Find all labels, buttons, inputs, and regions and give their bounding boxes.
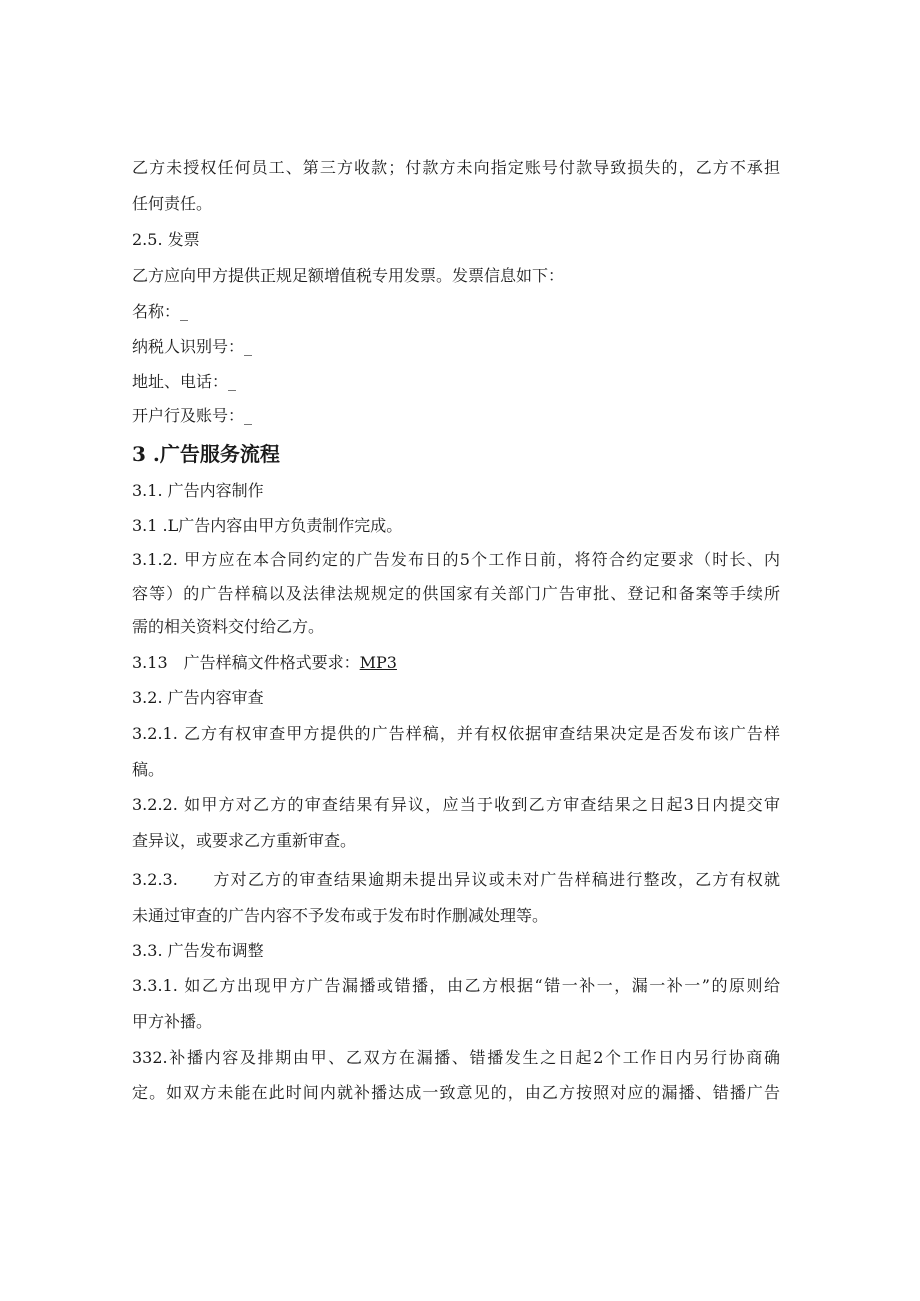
- invoice-field-address-phone: 地址、电话：_: [132, 372, 237, 391]
- paragraph-line: 3.1 .L广告内容由甲方负责制作完成。: [132, 516, 403, 535]
- paragraph-line: 稿。: [132, 760, 165, 779]
- paragraph-line: 乙方应向甲方提供正规足额增值税专用发票。发票信息如下：: [132, 266, 565, 285]
- paragraph-line: 任何责任。: [132, 194, 213, 213]
- file-format-value: MP3: [359, 653, 397, 672]
- section-heading: 3.3. 广告发布调整: [132, 941, 264, 960]
- paragraph-line: [132, 653, 397, 673]
- section-heading: 3.2. 广告内容审查: [132, 688, 264, 707]
- paragraph-line: 3.3.1. 如乙方出现甲方广告漏播或错播，由乙方根据“错一补一，漏一补一”的原则给: [132, 976, 780, 995]
- paragraph-line: 未通过审查的广告内容不予发布或于发布时作删减处理等。: [132, 906, 549, 925]
- paragraph-line: 甲方补播。: [132, 1012, 213, 1031]
- chapter-heading: 3 .广告服务流程: [132, 442, 280, 466]
- invoice-field-name: 名称：_: [132, 302, 189, 321]
- paragraph-line: 3.2.2. 如甲方对乙方的审查结果有异议，应当于收到乙方审查结果之日起3日内提交审: [132, 795, 780, 814]
- paragraph-line: 3.1.2. 甲方应在本合同约定的广告发布日的5个工作日前，将符合约定要求（时长、内: [132, 550, 780, 569]
- invoice-field-tax-id: 纳税人识别号：_: [132, 337, 253, 356]
- paragraph-line: 定。如双方未能在此时间内就补播达成一致意见的，由乙方按照对应的漏播、错播广告: [132, 1083, 780, 1102]
- paragraph-line: 容等）的广告样稿以及法律法规规定的供国家有关部门广告审批、登记和备案等手续所: [132, 584, 780, 603]
- section-heading: 2.5. 发票: [132, 230, 200, 249]
- section-heading: 3.1. 广告内容制作: [132, 481, 264, 500]
- paragraph-line: 3.2.3. 方对乙方的审查结果逾期未提出异议或未对广告样稿进行整改，乙方有权就: [132, 870, 780, 889]
- paragraph-line: 乙方未授权任何员工、第三方收款；付款方未向指定账号付款导致损失的，乙方不承担: [132, 158, 780, 177]
- format-requirement-label: 3.13 广告样稿文件格式要求：: [132, 653, 360, 672]
- paragraph-line: 查异议，或要求乙方重新审查。: [132, 831, 357, 850]
- paragraph-line: 332.补播内容及排期由甲、乙双方在漏播、错播发生之日起2个工作日内另行协商确: [132, 1048, 780, 1067]
- paragraph-line: 需的相关资料交付给乙方。: [132, 617, 325, 636]
- paragraph-line: 3.2.1. 乙方有权审查甲方提供的广告样稿，并有权依据审查结果决定是否发布该广告样: [132, 724, 780, 743]
- invoice-field-bank-account: 开户行及账号：_: [132, 406, 253, 425]
